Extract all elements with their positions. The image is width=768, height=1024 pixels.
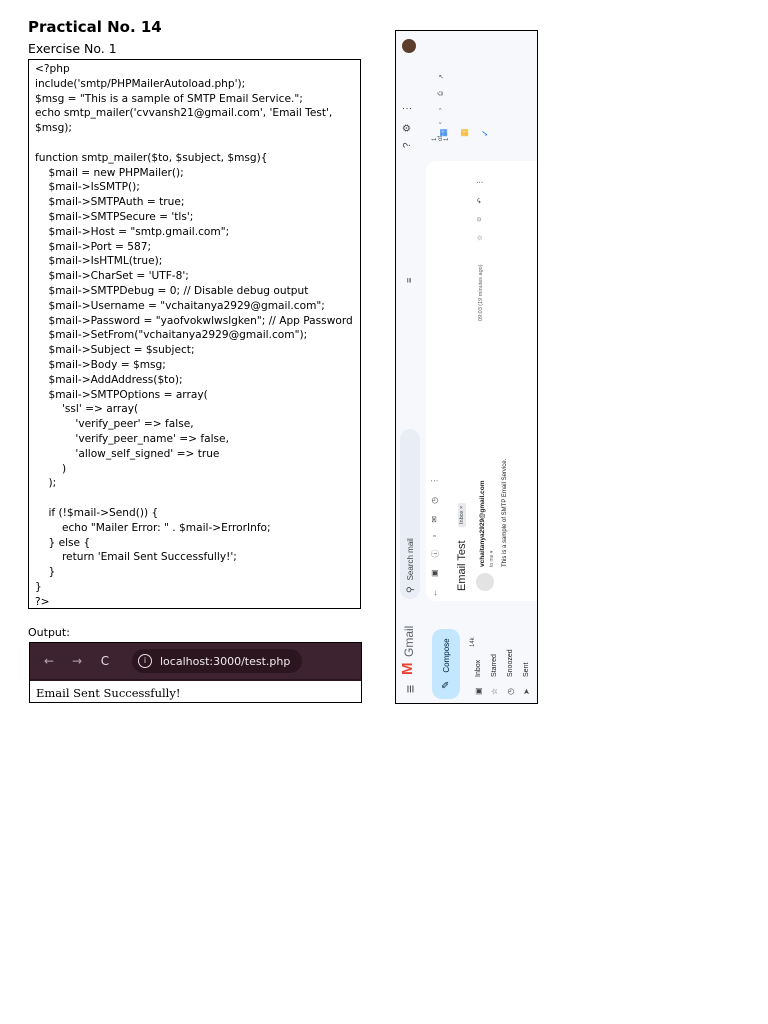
browser-output-screenshot xyxy=(29,642,362,703)
email-subject: Email Test xyxy=(456,540,468,591)
prev-icon[interactable]: ‹ xyxy=(438,122,444,124)
output-label: Output: xyxy=(28,626,70,639)
code-line: ) xyxy=(35,462,67,475)
forward-icon[interactable]: → xyxy=(71,654,83,668)
gmail-logo-text: Gmail xyxy=(402,625,416,657)
search-placeholder: Search mail xyxy=(405,538,415,581)
code-line: echo smtp_mailer('cvvansh21@gmail.com', 'Email Test', xyxy=(35,107,333,120)
nav-item-starred[interactable] xyxy=(488,615,500,695)
more-vert-icon[interactable]: ⋮ xyxy=(477,178,484,186)
search-input[interactable] xyxy=(400,429,420,599)
code-line: $mail->Body = $msg; xyxy=(35,358,166,371)
code-line: } xyxy=(35,566,56,579)
more-icon[interactable]: ⋮ xyxy=(430,476,439,485)
message-pane xyxy=(426,74,537,601)
reply-icon[interactable]: ↶ xyxy=(477,197,484,204)
code-line xyxy=(35,491,354,506)
code-line xyxy=(35,136,354,151)
gmail-rotated-view xyxy=(396,31,537,703)
sender-avatar xyxy=(476,573,494,591)
side-panel xyxy=(428,31,537,157)
send-icon: ➤ xyxy=(521,688,531,695)
code-line: $msg = "This is a sample of SMTP Email Service."; xyxy=(35,92,303,105)
message-toolbar xyxy=(430,477,441,597)
nav-item-sent[interactable] xyxy=(520,615,532,695)
code-line: ); xyxy=(35,477,57,490)
exercise-label: Exercise No. 1 xyxy=(28,41,117,56)
mark-unread-icon[interactable]: ✉ xyxy=(430,515,439,523)
code-line: $mail->SMTPDebug = 0; // Disable debug output xyxy=(35,284,309,297)
code-line: 'verify_peer' => false, xyxy=(35,418,194,431)
tasks-icon[interactable]: ✓ xyxy=(480,129,490,137)
nav-item-snoozed[interactable] xyxy=(504,615,516,695)
code-line: $mail->IsHTML(true); xyxy=(35,255,163,268)
pencil-icon: ✎ xyxy=(440,680,452,689)
url-text: localhost:3000/test.php xyxy=(160,654,291,668)
code-block xyxy=(28,59,361,609)
delete-icon[interactable]: ▫ xyxy=(430,534,439,538)
email-time: 09:03 (19 minutes ago) xyxy=(478,264,484,321)
code-line: $mail->Username = "vchaitanya2929@gmail.com"; xyxy=(35,299,325,312)
filter-icon[interactable]: ≡ xyxy=(404,277,414,283)
email-body: This is a sample of SMTP Email Service. xyxy=(502,458,508,567)
back-arrow-icon[interactable]: ← xyxy=(430,589,439,597)
keep-icon[interactable]: ▦ xyxy=(459,128,469,137)
address-bar[interactable] xyxy=(132,649,302,673)
star-toggle-icon[interactable]: ☆ xyxy=(477,234,484,241)
code-line: $mail->SMTPAuth = true; xyxy=(35,196,185,209)
code-line: $mail->Host = "smtp.gmail.com"; xyxy=(35,225,230,238)
message-actions xyxy=(476,179,484,241)
code-line: $mail->IsSMTP(); xyxy=(35,181,140,194)
code-line: function smtp_mailer($to, $subject, $msg){ xyxy=(35,151,268,164)
code-line: $mail->SMTPOptions = array( xyxy=(35,388,208,401)
gmail-screenshot xyxy=(395,30,538,704)
code-line: return 'Email Sent Successfully!'; xyxy=(35,551,237,564)
browser-toolbar xyxy=(30,643,361,681)
star-icon: ☆ xyxy=(489,687,499,695)
nav-label: Inbox xyxy=(474,659,482,677)
reload-icon[interactable]: C xyxy=(100,654,110,668)
inbox-count: 14k xyxy=(470,637,476,647)
code-line: if (!$mail->Send()) { xyxy=(35,506,159,519)
sender-email: vchaitanya2929@gmail.com xyxy=(479,480,486,567)
archive-icon[interactable]: ▣ xyxy=(430,569,439,577)
gmail-logo-icon: M xyxy=(399,662,416,675)
nav-label: Sent xyxy=(522,662,530,677)
compose-button[interactable] xyxy=(432,629,460,699)
apps-icon[interactable]: ⋮ xyxy=(402,103,413,114)
code-line: echo "Mailer Error: " . $mail->ErrorInfo; xyxy=(35,521,271,534)
code-line: 'ssl' => array( xyxy=(35,403,139,416)
nav-label: Snoozed xyxy=(506,649,514,677)
pager-text: 1 of 1 xyxy=(432,135,450,141)
open-new-icon[interactable]: ↗ xyxy=(438,74,445,80)
emoji-icon[interactable]: ☺ xyxy=(476,215,483,223)
code-line: $msg); xyxy=(35,122,73,135)
calendar-icon[interactable]: ▦ xyxy=(438,128,448,137)
nav-item-inbox[interactable] xyxy=(472,615,484,695)
code-line: <?php xyxy=(35,63,70,75)
code-line: include('smtp/PHPMailerAutoload.php'); xyxy=(35,77,246,90)
code-line: $mail = new PHPMailer(); xyxy=(35,166,184,179)
code-line: $mail->CharSet = 'UTF-8'; xyxy=(35,270,189,283)
report-icon[interactable]: ⓘ xyxy=(431,549,440,558)
back-icon[interactable]: ← xyxy=(43,654,55,668)
page-output-text: Email Sent Successfully! xyxy=(36,686,181,700)
code-line: } xyxy=(35,580,42,593)
code-line: 'allow_self_signed' => true xyxy=(35,447,220,460)
site-info-icon[interactable]: i xyxy=(138,654,152,668)
code-line: ?> xyxy=(35,595,50,608)
page-title: Practical No. 14 xyxy=(28,18,162,36)
gmail-header xyxy=(396,31,426,703)
recipient-toggle[interactable]: to me ▾ xyxy=(489,550,495,567)
code-line: } else { xyxy=(35,536,91,549)
clock-icon: ◷ xyxy=(505,688,515,695)
side-panel-icons xyxy=(438,128,491,137)
code-line: $mail->AddAddress($to); xyxy=(35,373,183,386)
code-line: 'verify_peer_name' => false, xyxy=(35,432,229,445)
print-icon[interactable]: ⎙ xyxy=(437,91,444,96)
nav-label: Starred xyxy=(490,654,498,677)
search-icon: ⚲ xyxy=(404,586,415,593)
settings-icon[interactable]: ⚙ xyxy=(402,123,413,133)
help-icon[interactable]: ? xyxy=(402,142,413,148)
code-line: $mail->Subject = $subject; xyxy=(35,344,195,357)
code-line: $mail->Port = 587; xyxy=(35,240,152,253)
inbox-icon: ▣ xyxy=(473,687,483,695)
next-icon[interactable]: › xyxy=(438,108,444,110)
avatar[interactable] xyxy=(402,39,416,53)
menu-icon[interactable]: ≡ xyxy=(402,684,418,693)
code-line: $mail->SMTPSecure = 'tls'; xyxy=(35,210,194,223)
header-icons xyxy=(402,103,413,148)
inbox-badge[interactable]: Inbox × xyxy=(458,503,466,527)
code-line: $mail->Password = "yaofvokwlwslgken"; // App Password xyxy=(35,314,353,327)
code-line: $mail->SetFrom("vchaitanya2929@gmail.com"); xyxy=(35,329,308,342)
snooze-icon[interactable]: ◷ xyxy=(430,496,439,504)
compose-label: Compose xyxy=(441,638,451,673)
